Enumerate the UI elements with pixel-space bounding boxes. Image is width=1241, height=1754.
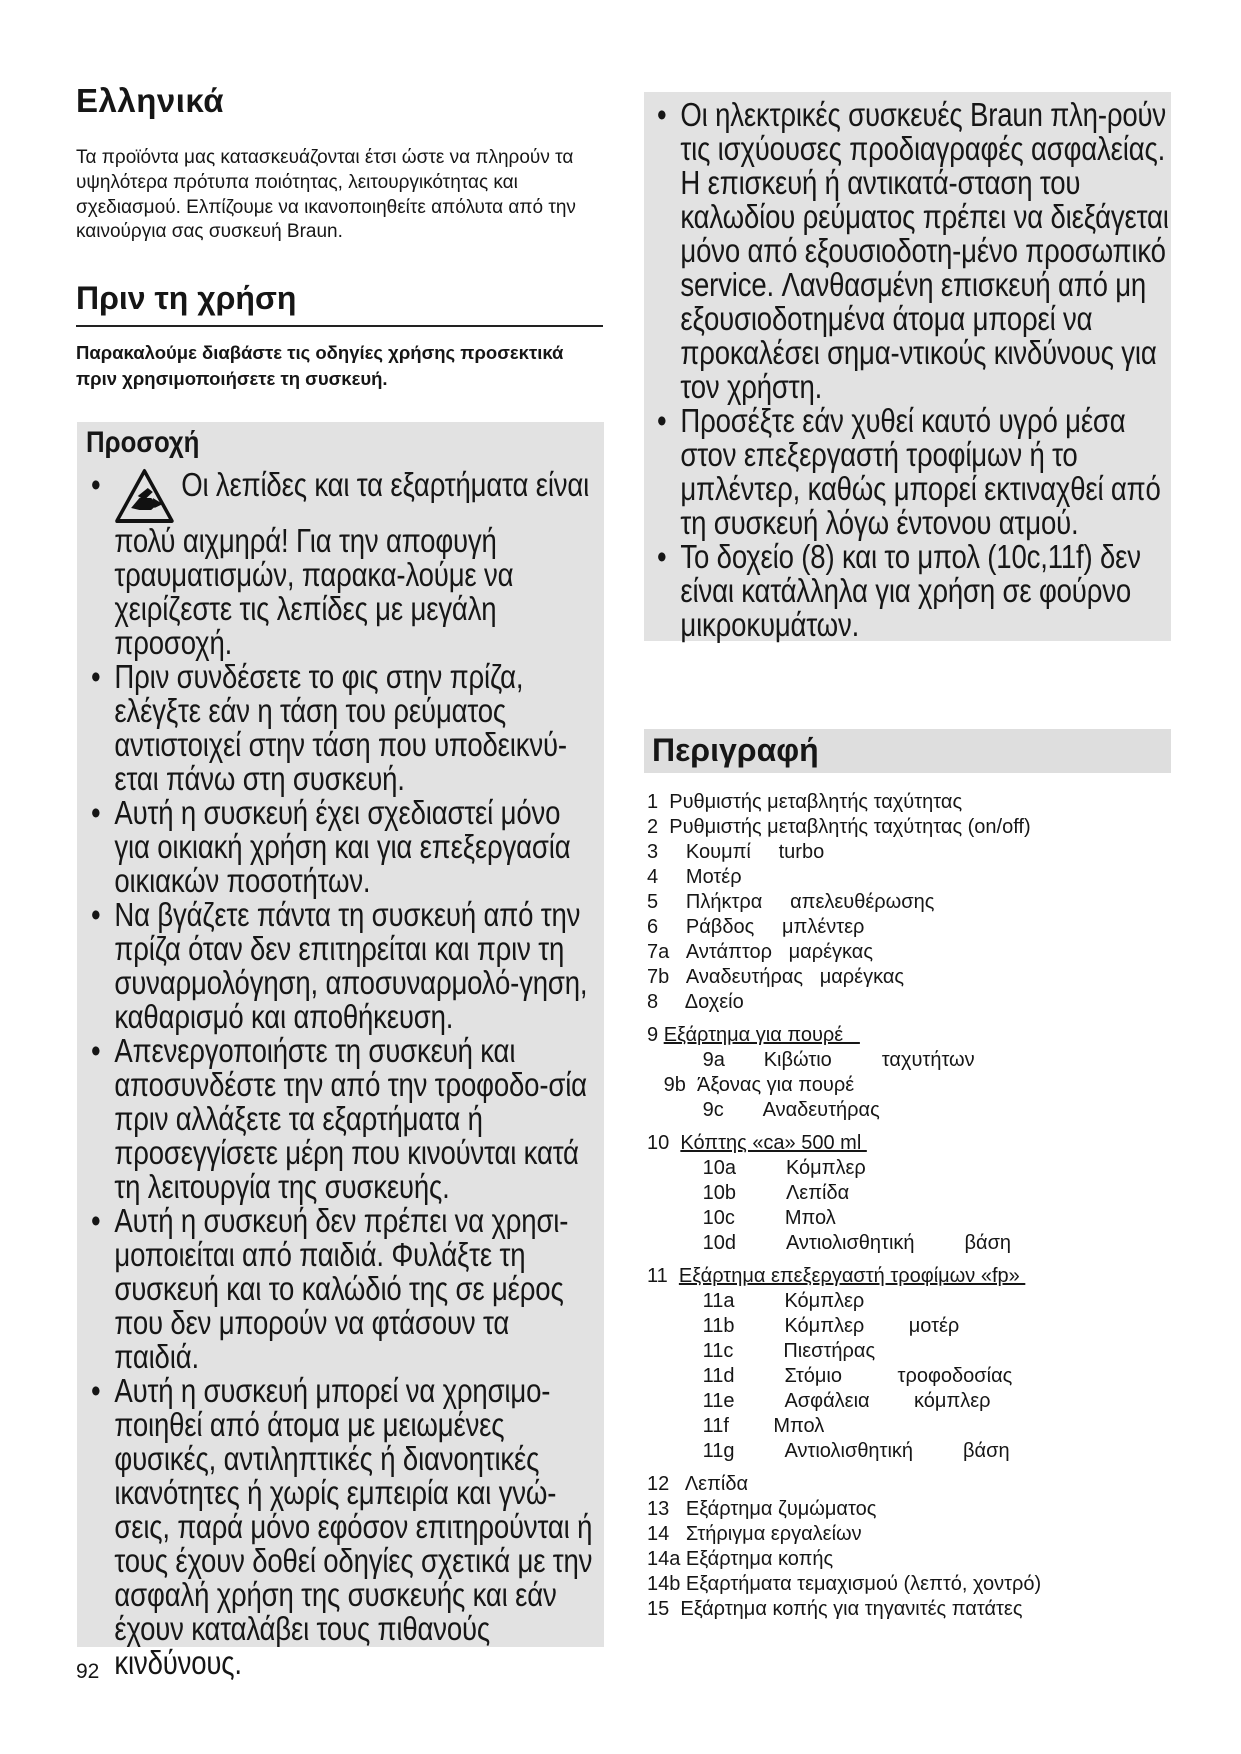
parts-list bbox=[647, 790, 1187, 1622]
hand-blade-hazard-icon bbox=[114, 468, 174, 524]
list-item: 4 Μοτέρ bbox=[647, 866, 742, 888]
list-item: 9b Άξονας για πουρέ bbox=[647, 1074, 855, 1096]
list-item: 10c Μπολ bbox=[647, 1207, 836, 1229]
before-use-heading: Πριν τη χρήση bbox=[76, 280, 297, 316]
warning-item: • Το δοχείο (8) και το μπολ (10c,11f) δεν είναι κατάλληλα για χρήση σε φούρνο μικροκυμάτων. bbox=[657, 538, 1141, 643]
warning-item: • Οι λεπίδες και τα εξαρτήματα είναι πολύ αιχμηρά! Για την αποφυγή τραυματισμών, παρακα-λούμε να χειρίζεστε τις λεπίδες με μεγάλη προσοχή. bbox=[91, 466, 590, 661]
list-item: 15 Εξάρτημα κοπής για τηγανιτές πατάτες bbox=[647, 1598, 1023, 1620]
list-item: 12 Λεπίδα bbox=[647, 1473, 749, 1495]
list-item: 11f Μπολ bbox=[647, 1415, 825, 1437]
list-item: 8 Δοχείο bbox=[647, 991, 744, 1013]
list-item: 10b Λεπίδα bbox=[647, 1182, 850, 1204]
warning-item: • Αυτή η συσκευή μπορεί να χρησιμο-ποιηθεί από άτομα με μειωμένες φυσικές, αντιληπτικές ή διανοητικές ικανότητες ή χωρίς εμπειρία και γνώ-σεις, παρά μόνο εφόσον επιτηρούνται ή τους έχουν δοθεί οδηγίες σχετικά με την ασφαλή χρήση της συσκευής και εάν έχουν καταλάβει τους πιθανούς κινδύνους. bbox=[91, 1372, 593, 1681]
warning-item: • Πριν συνδέσετε το φις στην πρίζα, ελέγξτε εάν η τάση του ρεύματος αντιστοιχεί στην τάση που υποδεικνύ-εται πάνω στη συσκευή. bbox=[91, 658, 567, 797]
warning-item: • Οι ηλεκτρικές συσκευές Braun πλη-ρούν τις ισχύουσες προδιαγραφές ασφαλείας. Η επισκευή ή αντικατά-σταση του καλωδίου ρεύματος πρέπει να διεξάγεται μόνο από εξουσιοδοτη-μένο προσωπικό service. Λανθασμένη επισκευή από μη εξουσιοδοτημένα άτομα μπορεί να προκαλέσει σημα-ντικούς κινδύνους για τον χρήστη. bbox=[657, 96, 1169, 405]
heading-divider bbox=[76, 325, 603, 327]
list-item: 6 Ράβδος μπλέντερ bbox=[647, 916, 865, 938]
list-item: 1 Ρυθμιστής μεταβλητής ταχύτητας bbox=[647, 791, 963, 813]
list-item: 14a Εξάρτημα κοπής bbox=[647, 1548, 834, 1570]
list-item: 14 Στήριγμα εργαλείων bbox=[647, 1523, 862, 1545]
list-item: 10a Κόμπλερ bbox=[647, 1157, 866, 1179]
group-title: 11 Εξάρτημα επεξεργαστή τροφίμων «fp» bbox=[647, 1265, 1026, 1287]
list-item: 11g Αντιολισθητική βάση bbox=[647, 1440, 1010, 1462]
list-item: 5 Πλήκτρα απελευθέρωσης bbox=[647, 891, 935, 913]
warning-list-continued bbox=[652, 98, 1171, 642]
list-item: 11a Κόμπλερ bbox=[647, 1290, 865, 1312]
description-heading: Περιγραφή bbox=[652, 732, 819, 768]
warning-item: • Αυτή η συσκευή δεν πρέπει να χρησι-μοποιείται από παιδιά. Φυλάξτε τη συσκευή και το καλώδιό της σε μέρος που δεν μπορούν να φτάσουν τα παιδιά. bbox=[91, 1202, 569, 1375]
list-item: 11b Κόμπλερ μοτέρ bbox=[647, 1315, 960, 1337]
intro-paragraph: Τα προϊόντα μας κατασκευάζονται έτσι ώστε να πληρούν τα υψηλότερα πρότυπα ποιότητας, λειτουργικότητας και σχεδιασμού. Ελπίζουμε να ικανοποιηθείτε απόλυτα από την καινούργια σας συσκευή Braun. bbox=[76, 147, 576, 243]
list-item: 9c Αναδευτήρας bbox=[647, 1099, 880, 1121]
please-read-notice: Παρακαλούμε διαβάστε τις οδηγίες χρήσης προσεκτικά πριν χρησιμοποιήσετε τη συσκευή. bbox=[76, 342, 564, 389]
page-number: 92 bbox=[76, 1660, 100, 1683]
group-title: 9 Εξάρτημα για πουρέ bbox=[647, 1024, 860, 1046]
list-item: 13 Εξάρτημα ζυμώματος bbox=[647, 1498, 877, 1520]
warning-item: • Προσέξτε εάν χυθεί καυτό υγρό μέσα στον επεξεργαστή τροφίμων ή το μπλέντερ, καθώς μπορεί εκτιναχθεί από τη συσκευή λόγω έντονου ατμού. bbox=[657, 402, 1161, 541]
warning-item: • Απενεργοποιήστε τη συσκευή και αποσυνδέστε την από την τροφοδο-σία πριν αλλάξετε τα εξαρτήματα ή προσεγγίσετε μέρη που κινούνται κατά τη λειτουργία της συσκευής. bbox=[91, 1032, 587, 1205]
list-item: 7b Αναδευτήρας μαρέγκας bbox=[647, 966, 905, 988]
list-item: 11c Πιεστήρας bbox=[647, 1340, 876, 1362]
list-item: 11e Ασφάλεια κόμπλερ bbox=[647, 1390, 991, 1412]
group-title: 10 Κόπτης «ca» 500 ml bbox=[647, 1132, 867, 1154]
list-item: 10d Αντιολισθητική βάση bbox=[647, 1232, 1012, 1254]
warning-heading: Προσοχή bbox=[86, 426, 200, 459]
list-item: 9a Κιβώτιο ταχυτήτων bbox=[647, 1049, 975, 1071]
list-item: 11d Στόμιο τροφοδοσίας bbox=[647, 1365, 1013, 1387]
language-heading: Ελληνικά bbox=[76, 82, 224, 119]
list-item: 14b Εξαρτήματα τεμαχισμού (λεπτό, χοντρό) bbox=[647, 1573, 1042, 1595]
warning-item: • Αυτή η συσκευή έχει σχεδιαστεί μόνο για οικιακή χρήση και για επεξεργασία οικιακών ποσοτήτων. bbox=[91, 794, 571, 899]
list-item: 3 Κουμπί turbo bbox=[647, 841, 825, 863]
warning-list bbox=[86, 468, 595, 1680]
warning-item: • Να βγάζετε πάντα τη συσκευή από την πρίζα όταν δεν επιτηρείται και πριν τη συναρμολόγηση, αποσυναρμολό-γηση, καθαρισμό και αποθήκευση. bbox=[91, 896, 588, 1035]
list-item: 7a Αντάπτορ μαρέγκας bbox=[647, 941, 873, 963]
list-item: 2 Ρυθμιστής μεταβλητής ταχύτητας (on/off) bbox=[647, 816, 1031, 838]
